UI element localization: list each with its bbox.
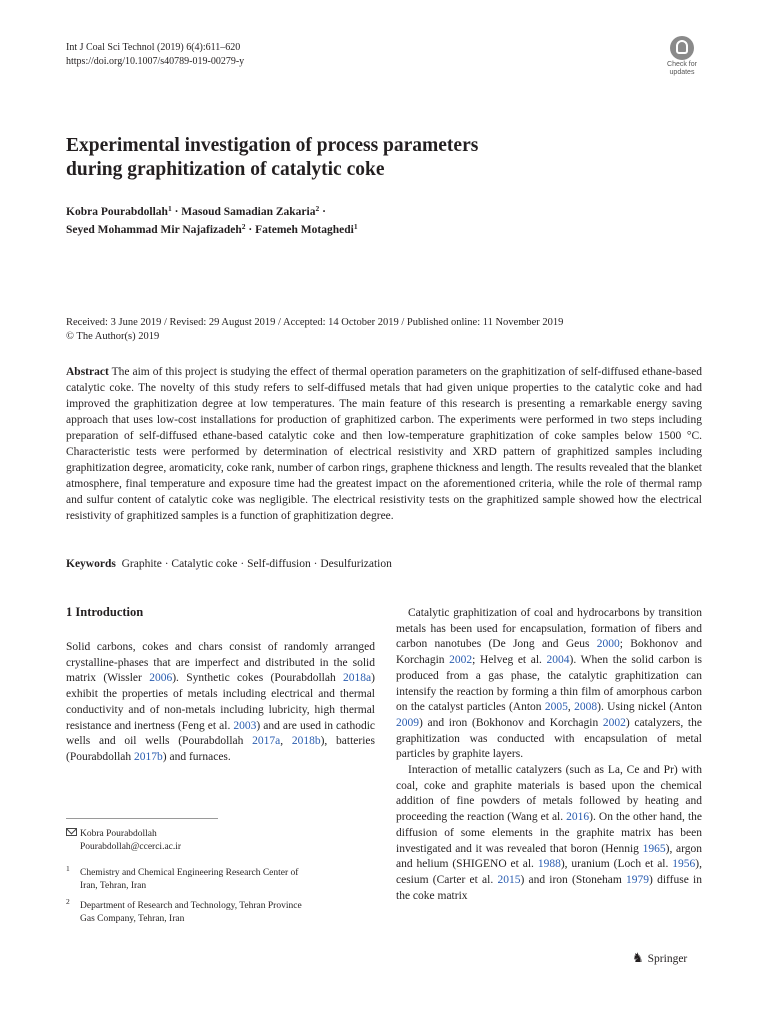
springer-horse-icon: ♞ [632, 950, 644, 965]
publisher-logo [632, 951, 687, 966]
citation-link[interactable]: 2015 [497, 873, 521, 886]
citation-link[interactable]: 2017b [134, 750, 163, 763]
article-history [66, 316, 706, 344]
author-name: Seyed Mohammad Mir Najafizadeh [66, 224, 242, 236]
corresponding-author: Kobra Pourabdollah Pourabdollah@ccerci.ac.ir [66, 828, 366, 854]
check-for-updates-icon [670, 36, 694, 60]
journal-citation: Int J Coal Sci Technol (2019) 6(4):611–620 [66, 42, 241, 53]
dates-line: Received: 3 June 2019 / Revised: 29 August 2019 / Accepted: 14 October 2019 / Published online: 11 November 2019 [66, 317, 564, 328]
citation-link[interactable]: 1979 [626, 873, 650, 886]
citation-link[interactable]: 1956 [672, 858, 696, 871]
author-name: Kobra Pourabdollah [66, 206, 168, 218]
paragraph: Interaction of metallic catalyzers (such as La, Ce and Pr) with coal, coke and graphite materials is based upon the chemical addition of fine powders of metals followed by heating and proceeding the reaction (Wang et al. 2016). On the other hand, the diffusion of some elements in the graphite matrix has been investigated and it was revealed that boron (Hennig 1965), argon and helium (SHIGENO et al. 1988), uranium (Loch et al. 1956), cesium (Carter et al. 2015) and iron (Stoneham 1979) diffuse in the coke matrix [396, 764, 702, 902]
citation-link[interactable]: 2009 [396, 716, 419, 729]
citation-link[interactable]: 2017a [252, 735, 281, 748]
citation-link[interactable]: 2018b [291, 735, 321, 748]
publisher-name: Springer [647, 953, 688, 965]
footnote-rule [66, 818, 218, 819]
citation-link[interactable]: 1965 [642, 842, 666, 855]
abstract-label: Abstract [66, 366, 109, 378]
citation-link[interactable]: 1988 [537, 858, 561, 871]
section-heading: 1 Introduction [66, 605, 144, 619]
check-for-updates-label: Check for updates [667, 61, 697, 76]
envelope-icon [66, 828, 77, 836]
paragraph: Solid carbons, cokes and chars consist of randomly arranged crystalline-phases that are imperfect and distributed in the solid matrix (Wissler 2006). Synthetic cokes (Pourabdollah 2018a) exhibit the properties of metals including electrical and thermal conductivity and of non-metals including lubricity, high thermal resistance and inertness (Feng et al. 2003) and are used in cathodic wells and oil wells (Pourabdollah 2017a, 2018b), batteries (Pourabdollah 2017b) and furnaces. [66, 641, 376, 763]
paragraph: Catalytic graphitization of coal and hydrocarbons by transition metals has been used for encapsulation, formation of fibers and carbon nanotubes (De Jong and Geus 2000; Bokhonov and Korchagin 2002; Helveg et al. 2004). When the solid carbon is produced from a gas phase, the catalytic graphitization can intensify the reaction by forming a thin film of amorphous carbon on the catalyst particles (Anton 2005, 2008). Using nickel (Anton 2009) and iron (Bokhonov and Korchagin 2002) catalyzers, the graphitization was conducted with encapsulation of metal particles by graphite layers. [396, 607, 702, 761]
check-for-updates-badge[interactable] [662, 36, 702, 76]
abstract-text: The aim of this project is studying the effect of thermal operation parameters on the graphitization of self-diffused ethane-based catalytic coke. The novelty of this study refers to self-diffused metals that had given unique properties to the catalytic coke and had improved the graphitization degree at low temperatures. The main feature of this research is presenting a remarkable energy saving approach that uses low-cost installations for production of graphitized carbon. The experiments were performed in two steps including preparation of self-diffused ethane-based catalytic coke and then low-temperature graphitization of coke samples below 1500 °C. Characteristic tests were performed by determination of electrical resistivity and XRD pattern of graphitized samples including graphitization degree, aromaticity, coke rank, number of carbon rings, graphene thickness and length. The results revealed that the blanket atmosphere, final temperature and exposure time had the greatest impact on the aforementioned criteria, while the role of thermal ramp and sulfur content of catalytic coke was negligible. The electrical resistivity tests on the graphitized sample showed how the electrical resistivity of graphitized samples is a function of graphitization degree. [66, 366, 702, 522]
citation-link[interactable]: 2016 [566, 811, 590, 824]
author-email[interactable]: Pourabdollah@ccerci.ac.ir [80, 842, 182, 852]
citation-link[interactable]: 2002 [602, 716, 626, 729]
citation-link[interactable]: 2018a [343, 672, 372, 685]
citation-link[interactable]: 2005 [544, 701, 568, 714]
citation-link[interactable]: 2000 [596, 638, 620, 651]
citation-link[interactable]: 2004 [546, 654, 570, 667]
keywords-text: Graphite · Catalytic coke · Self-diffusion · Desulfurization [121, 558, 392, 570]
citation-link[interactable]: 2003 [233, 719, 257, 732]
citation-link[interactable]: 2008 [574, 701, 598, 714]
author-name: Fatemeh Motaghedi [255, 224, 354, 236]
citation-link[interactable]: 2006 [149, 672, 173, 685]
copyright-line: © The Author(s) 2019 [66, 331, 160, 342]
right-column [396, 606, 702, 904]
left-column [66, 640, 375, 766]
citation-link[interactable]: 2002 [449, 654, 473, 667]
doi-link[interactable]: https://doi.org/10.1007/s40789-019-00279-y [66, 56, 245, 67]
affiliation-2: $^2$ Department of Research and Technology, Tehran Province Gas Company, Tehran, Iran [66, 897, 302, 924]
author-name: Masoud Samadian Zakaria [181, 206, 316, 218]
keywords [66, 557, 706, 571]
affiliation-1: $^1$ Chemistry and Chemical Engineering Research Center of Iran, Tehran, Iran [66, 864, 299, 891]
keywords-label: Keywords [66, 558, 116, 570]
author-list: Kobra Pourabdollah$^1$ · Masoud Samadian Zakaria$^2$ · Seyed Mohammad Mir Najafizadeh$^2$ · Fatemeh Motaghedi$^1$ [66, 204, 358, 236]
paper-title: Experimental investigation of process parameters during graphitization of catalytic coke [66, 135, 479, 180]
abstract [66, 364, 702, 524]
